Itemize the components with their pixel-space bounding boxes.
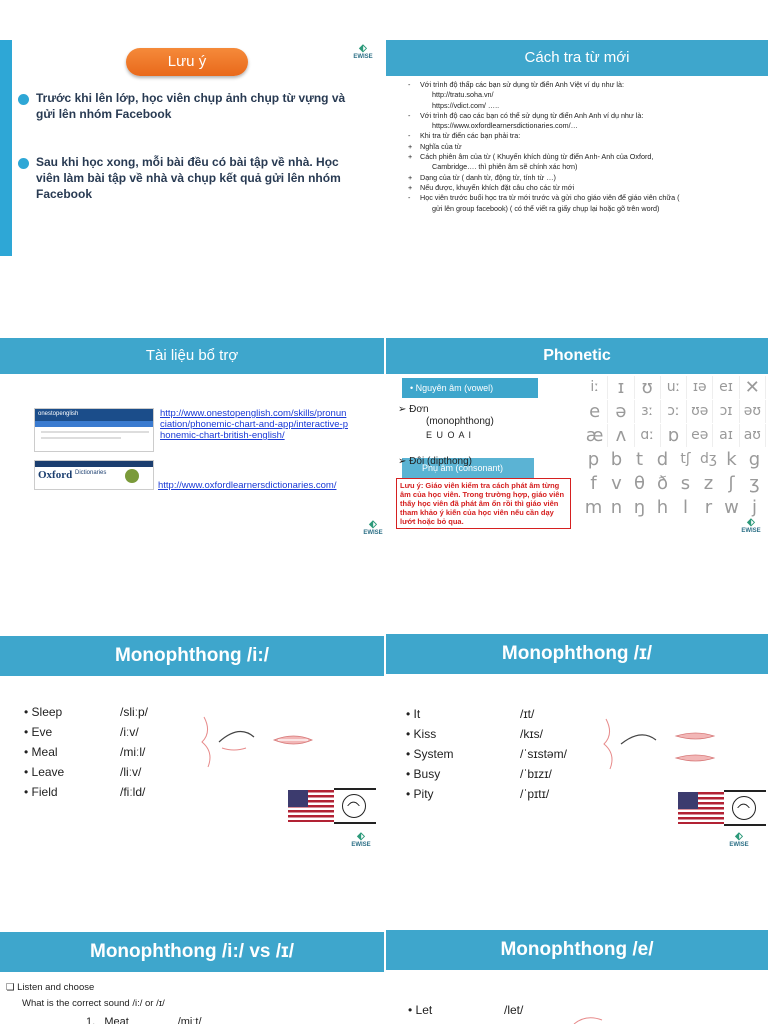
teacher-note: Lưu ý: Giáo viên kiểm tra cách phát âm từng âm của học viên. Trong trường hợp, giáo viên thấy học viên đã phát âm ổn rồi thì giáo viên tham khảo ý kiến của học viên nếu cần dạy lướt hoặc bỏ qua. xyxy=(396,478,571,529)
phoneme-cell[interactable]: d xyxy=(656,449,669,470)
phoneme-cell[interactable]: eə xyxy=(687,424,713,447)
phoneme-cell[interactable]: tʃ xyxy=(680,451,691,467)
phoneme-cell[interactable]: ʌ xyxy=(608,424,634,447)
onestop-thumbnail: onestopenglish xyxy=(34,408,154,452)
phoneme-cell[interactable]: ð xyxy=(656,473,668,494)
phoneme-cell[interactable]: n xyxy=(610,497,623,518)
lookup-line xyxy=(408,142,760,152)
slide-note xyxy=(0,40,384,258)
phoneme-cell[interactable]: ɪ xyxy=(608,376,634,399)
mouth-diagram xyxy=(572,1012,612,1024)
word-item: • System xyxy=(406,747,454,761)
bullet-dot xyxy=(18,158,29,169)
audio-bar xyxy=(334,822,376,824)
phoneme-cell[interactable]: k xyxy=(726,449,737,470)
ewise-logo: ⬖ EWISE xyxy=(729,831,749,848)
note-pill: Lưu ý xyxy=(126,48,248,76)
oxford-link[interactable]: http://www.oxfordlearnersdictionaries.com/ xyxy=(158,480,337,491)
lookup-text: http://tratu.soha.vn/ xyxy=(432,90,494,100)
word-phonetic: /kɪs/ xyxy=(520,727,543,741)
us-flag-icon xyxy=(288,790,334,822)
slide-title: Monophthong /i:/ vs /ɪ/ xyxy=(0,932,384,972)
phoneme-cell[interactable]: ə xyxy=(608,400,634,423)
word-item: • Meal xyxy=(24,745,58,759)
lookup-text: Học viên trước buổi học tra từ mới trước và gửi cho giáo viên để giáo viên chữa ( xyxy=(420,193,680,203)
phoneme-cell[interactable]: dʒ xyxy=(700,451,717,467)
phoneme-cell[interactable]: e xyxy=(582,400,608,423)
slide-title: Monophthong /ɪ/ xyxy=(386,634,768,674)
phoneme-cell[interactable]: iː xyxy=(582,376,608,399)
us-flag-icon xyxy=(678,792,724,824)
lookup-line xyxy=(408,80,760,90)
lookup-line xyxy=(408,193,760,203)
audio-bar xyxy=(724,790,766,792)
lookup-bullet: - xyxy=(408,80,411,89)
double-label: ➢ Đôi (dipthong) xyxy=(398,456,472,467)
word-phonetic: /fiːld/ xyxy=(120,785,146,799)
word-phonetic: /iːv/ xyxy=(120,725,139,739)
lookup-line xyxy=(408,152,760,162)
audio-bar xyxy=(334,788,376,790)
lookup-bullet: + xyxy=(408,172,413,182)
lookup-line xyxy=(408,162,760,172)
speaker-icon[interactable] xyxy=(732,796,756,820)
note-bullet-1: Trước khi lên lớp, học viên chụp ảnh chụp từ vựng và gửi lên nhóm Facebook xyxy=(36,91,346,121)
phoneme-cell[interactable]: r xyxy=(704,497,713,518)
ewise-logo: ⬖ EWISE xyxy=(741,517,761,534)
slide-lookup xyxy=(386,40,768,258)
lookup-line xyxy=(408,173,760,183)
phoneme-cell[interactable]: v xyxy=(611,473,622,494)
question: What is the correct sound /i:/ or /ɪ/ xyxy=(22,998,165,1009)
phoneme-cell[interactable]: eɪ xyxy=(713,376,739,399)
phoneme-cell[interactable]: ŋ xyxy=(633,497,646,518)
slide-title: Monophthong /e/ xyxy=(386,930,768,970)
lookup-bullet: + xyxy=(408,152,413,162)
phoneme-cell[interactable]: j xyxy=(751,497,757,518)
slide-compare xyxy=(0,932,384,1024)
vowel-tag: • Nguyên âm (vowel) xyxy=(402,378,538,398)
phoneme-cell[interactable]: aɪ xyxy=(713,424,739,447)
word-list xyxy=(24,702,184,812)
phoneme-cell[interactable]: z xyxy=(703,473,714,494)
slide-resources xyxy=(0,338,384,558)
consonant-tag: Phụ âm (consonant) xyxy=(402,458,534,478)
slide-title: Tài liệu bổ trợ xyxy=(0,338,384,374)
phoneme-cell[interactable]: m xyxy=(584,497,603,518)
word-item: • Let xyxy=(408,1003,433,1017)
word-phonetic: /miːl/ xyxy=(120,745,146,759)
word-phonetic: /ˈbɪzɪ/ xyxy=(520,767,552,781)
phoneme-cell[interactable]: h xyxy=(656,497,669,518)
lookup-text: Cambridge…. thì phiên âm sẽ chính xác hơn) xyxy=(432,162,578,172)
lookup-text: Nếu được, khuyến khích đặt câu cho các từ mới xyxy=(420,182,575,192)
lookup-text: Nghĩa của từ xyxy=(420,141,462,151)
speaker-icon[interactable] xyxy=(342,794,366,818)
lookup-bullet: - xyxy=(408,110,411,120)
lookup-bullet: - xyxy=(408,131,411,141)
slide-title: Monophthong /i:/ xyxy=(0,636,384,676)
lookup-line xyxy=(408,183,760,193)
phoneme-cell[interactable]: θ xyxy=(633,473,645,494)
slide-mono-i xyxy=(386,634,768,856)
word-phonetic: /ɪt/ xyxy=(520,707,535,721)
lookup-text: Cách phiên âm của từ ( Khuyến khích dùng từ điển Anh- Anh của Oxford, xyxy=(420,152,654,162)
phoneme-cell[interactable]: ɑː xyxy=(635,424,661,447)
lookup-text: https://www.oxfordlearnersdictionaries.com/… xyxy=(432,121,578,131)
exercise-item: 1. Meat /miːt/ xyxy=(86,1016,202,1024)
phoneme-cell[interactable]: ʃ xyxy=(728,473,735,494)
lookup-text: Dạng của từ ( danh từ, động từ, tính từ …) xyxy=(420,172,556,182)
phoneme-cell[interactable]: l xyxy=(682,497,688,518)
lookup-line xyxy=(408,204,760,214)
instruction: ❏ Listen and choose xyxy=(6,982,95,993)
bullet-dot xyxy=(18,94,29,105)
word-item: • Busy xyxy=(406,767,441,781)
word-item: • Sleep xyxy=(24,705,63,719)
phoneme-cell[interactable]: b xyxy=(610,449,623,470)
lookup-text: Với trình độ thấp các bạn sử dụng từ điển Anh Việt ví dụ như là: xyxy=(420,80,625,89)
slide-title: Phonetic xyxy=(386,338,768,374)
word-phonetic: /ˈsɪstəm/ xyxy=(520,747,567,761)
lookup-line xyxy=(408,90,760,100)
word-item: • Field xyxy=(24,785,58,799)
slide-mono-e xyxy=(386,930,768,1024)
phoneme-cell[interactable]: t xyxy=(635,449,644,470)
word-item: • Eve xyxy=(24,725,53,739)
note-bullet-2: Sau khi học xong, mỗi bài đều có bài tập về nhà. Học viên làm bài tập về nhà và chụp kết quả gửi lên nhóm Facebook xyxy=(36,155,341,201)
phoneme-cell[interactable]: aʊ xyxy=(740,424,766,447)
phoneme-cell[interactable]: ɜː xyxy=(635,400,661,423)
phoneme-cell[interactable]: ʊ xyxy=(635,376,661,399)
lookup-bullet: + xyxy=(408,182,413,192)
phoneme-cell[interactable]: æ xyxy=(582,424,608,447)
lookup-line xyxy=(408,111,760,121)
word-list xyxy=(406,704,596,814)
word-item: • Kiss xyxy=(406,727,437,741)
lookup-text: gửi lên group facebook) ( có thể viết ra giấy chụp lại hoặc gõ trên word) xyxy=(432,203,660,213)
phoneme-cell[interactable]: g xyxy=(748,449,761,470)
onestop-link[interactable]: http://www.onestopenglish.com/skills/pronunciation/phonemic-chart-and-app/interactive-phonemic-chart-british-english/ xyxy=(160,408,348,441)
phoneme-cell[interactable]: ʒ xyxy=(749,473,760,494)
word-item: • Leave xyxy=(24,765,65,779)
ewise-logo: ⬖ EWISE xyxy=(363,519,383,536)
phoneme-cell[interactable]: f xyxy=(590,473,597,494)
word-item: • It xyxy=(406,707,421,721)
word-phonetic: /sliːp/ xyxy=(120,705,149,719)
phoneme-cell[interactable]: s xyxy=(680,473,691,494)
phoneme-cell[interactable]: ɒ xyxy=(661,424,687,447)
ewise-logo: ⬖ EWISE xyxy=(353,43,373,60)
mouth-diagram xyxy=(194,712,324,772)
mono-label: (monophthong) xyxy=(426,416,494,427)
phoneme-cell[interactable]: w xyxy=(724,497,739,518)
slide-title: Cách tra từ mới xyxy=(386,40,768,76)
vowel-letters: E U O A I xyxy=(426,430,473,440)
phoneme-cell[interactable]: ✕ xyxy=(740,376,766,399)
phoneme-cell[interactable]: ɔː xyxy=(661,400,687,423)
single-label: ➢ Đơn xyxy=(398,404,429,415)
lookup-text: Khi tra từ điển các bạn phải tra: xyxy=(420,131,521,141)
lookup-text: https://vdict.com/ ….. xyxy=(432,100,500,110)
lookup-line xyxy=(408,121,760,131)
word-item: • Pity xyxy=(406,787,434,801)
phonemic-chart xyxy=(582,376,766,520)
lookup-line xyxy=(408,131,760,141)
phoneme-cell[interactable]: ɔɪ xyxy=(713,400,739,423)
phoneme-cell[interactable]: əʊ xyxy=(740,400,766,423)
word-phonetic: /let/ xyxy=(504,1003,524,1017)
phoneme-cell[interactable]: ɪə xyxy=(687,376,713,399)
lookup-text: Với trình độ cao các bạn có thể sử dụng từ điển Anh Anh ví dụ như là: xyxy=(420,110,644,120)
phoneme-cell[interactable]: ʊə xyxy=(687,400,713,423)
word-phonetic: /ˈpɪtɪ/ xyxy=(520,787,550,801)
mouth-diagram xyxy=(596,714,726,774)
lookup-bullet: - xyxy=(408,193,411,203)
word-phonetic: /liːv/ xyxy=(120,765,142,779)
phoneme-cell[interactable]: uː xyxy=(661,376,687,399)
accent-strip xyxy=(0,40,12,256)
ewise-logo: ⬖ EWISE xyxy=(351,831,371,848)
phoneme-cell[interactable]: p xyxy=(587,449,600,470)
audio-bar xyxy=(724,824,766,826)
lookup-list xyxy=(408,80,760,214)
slide-mono-ii xyxy=(0,636,384,856)
lookup-line xyxy=(408,101,760,111)
lookup-bullet: + xyxy=(408,141,413,151)
oxford-thumbnail: Oxford Dictionaries xyxy=(34,460,154,490)
